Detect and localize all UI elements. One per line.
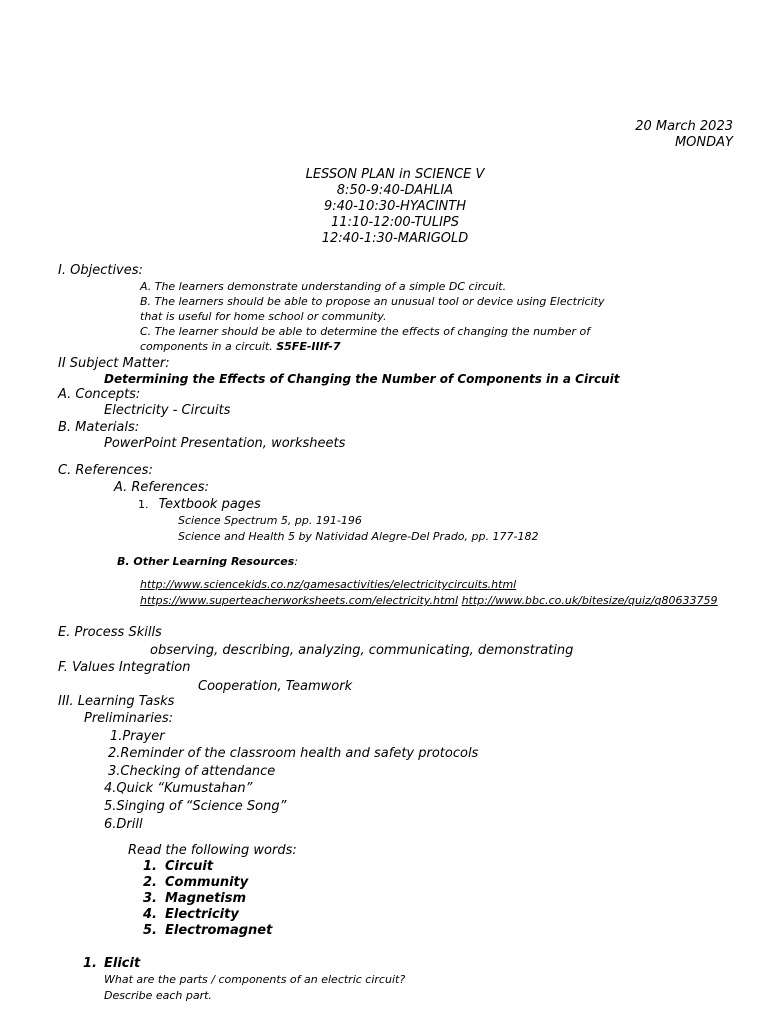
- elicit-heading: [83, 956, 141, 971]
- preliminary-item: 5.Singing of “Science Song”: [104, 799, 287, 814]
- references-subheading: A. References:: [114, 480, 209, 495]
- word-item: [143, 859, 214, 874]
- concepts-text: Electricity - Circuits: [104, 403, 231, 418]
- word-text: Magnetism: [165, 891, 247, 906]
- word-item: [143, 923, 273, 938]
- elicit-number: 1.: [83, 956, 97, 971]
- objective-c: C. The learner should be able to determine the effects of changing the number of: [140, 325, 591, 338]
- word-number: 2.: [143, 875, 157, 890]
- word-number: 5.: [143, 923, 157, 938]
- materials-text: PowerPoint Presentation, worksheets: [104, 436, 346, 451]
- reference-item-number: 1.: [138, 498, 149, 511]
- read-prompt: Read the following words:: [128, 843, 297, 858]
- resource-link[interactable]: https://www.superteacherworksheets.com/electricity.html: [140, 594, 459, 607]
- word-number: 3.: [143, 891, 157, 906]
- word-item: [143, 875, 249, 890]
- reference-item-label: Textbook pages: [158, 497, 261, 512]
- page-title: LESSON PLAN in SCIENCE V: [305, 167, 485, 182]
- word-item: [143, 891, 247, 906]
- preliminary-item: 6.Drill: [104, 817, 143, 832]
- objective-b-cont: that is useful for home school or community.: [140, 310, 387, 323]
- elicit-question: Describe each part.: [104, 989, 212, 1002]
- subject-matter-heading: II Subject Matter:: [58, 356, 170, 371]
- word-number: 1.: [143, 859, 157, 874]
- preliminary-item: 4.Quick “Kumustahan”: [104, 781, 253, 796]
- references-heading: C. References:: [58, 463, 153, 478]
- resource-link[interactable]: http://www.sciencekids.co.nz/gamesactivities/electricitycircuits.html: [140, 578, 517, 591]
- other-resources-colon: :: [294, 555, 298, 568]
- word-text: Community: [165, 875, 249, 890]
- schedule-line: 11:10-12:00-TULIPS: [331, 215, 459, 230]
- learning-tasks-heading: III. Learning Tasks: [58, 694, 175, 709]
- word-text: Electricity: [165, 907, 239, 922]
- reference-book: Science and Health 5 by Natividad Alegre-Del Prado, pp. 177-182: [178, 530, 539, 543]
- elicit-question: What are the parts / components of an electric circuit?: [104, 973, 406, 986]
- materials-heading: B. Materials:: [58, 420, 140, 435]
- process-skills-text: observing, describing, analyzing, communicating, demonstrating: [150, 643, 574, 658]
- process-skills-heading: E. Process Skills: [58, 625, 162, 640]
- concepts-heading: A. Concepts:: [58, 387, 141, 402]
- preliminaries-heading: Preliminaries:: [84, 711, 173, 726]
- word-item: [143, 907, 239, 922]
- objective-a: A. The learners demonstrate understanding of a simple DC circuit.: [140, 280, 507, 293]
- objective-b: B. The learners should be able to propose an unusual tool or device using Electricity: [140, 295, 605, 308]
- lesson-date: 20 March 2023: [635, 119, 733, 134]
- other-resources-label: B. Other Learning Resources: [117, 555, 295, 568]
- values-heading: F. Values Integration: [58, 660, 191, 675]
- schedule-line: 12:40-1:30-MARIGOLD: [321, 231, 469, 246]
- reference-book: Science Spectrum 5, pp. 191-196: [178, 514, 362, 527]
- schedule-line: 9:40-10:30-HYACINTH: [324, 199, 466, 214]
- word-text: Circuit: [165, 859, 214, 874]
- elicit-label: Elicit: [104, 956, 141, 971]
- preliminary-item: 2.Reminder of the classroom health and safety protocols: [108, 746, 479, 761]
- lesson-day: MONDAY: [674, 135, 733, 150]
- subject-topic: Determining the Effects of Changing the Number of Components in a Circuit: [104, 372, 620, 386]
- objectives-heading: I. Objectives:: [58, 263, 143, 278]
- reference-item: [138, 497, 261, 512]
- objective-c-cont: [140, 340, 341, 353]
- preliminary-item: 3.Checking of attendance: [108, 764, 276, 779]
- word-number: 4.: [143, 907, 157, 922]
- resource-link[interactable]: http://www.bbc.co.uk/bitesize/quiz/q80633759: [461, 594, 718, 607]
- competency-code: S5FE-IIIf-7: [276, 340, 341, 353]
- schedule-line: 8:50-9:40-DAHLIA: [336, 183, 454, 198]
- word-text: Electromagnet: [165, 923, 273, 938]
- other-resources-heading: [117, 555, 298, 568]
- preliminary-item: 1.Prayer: [110, 729, 165, 744]
- values-text: Cooperation, Teamwork: [198, 679, 353, 694]
- objective-c-text: components in a circuit.: [140, 340, 273, 353]
- resource-links-row: [140, 594, 718, 607]
